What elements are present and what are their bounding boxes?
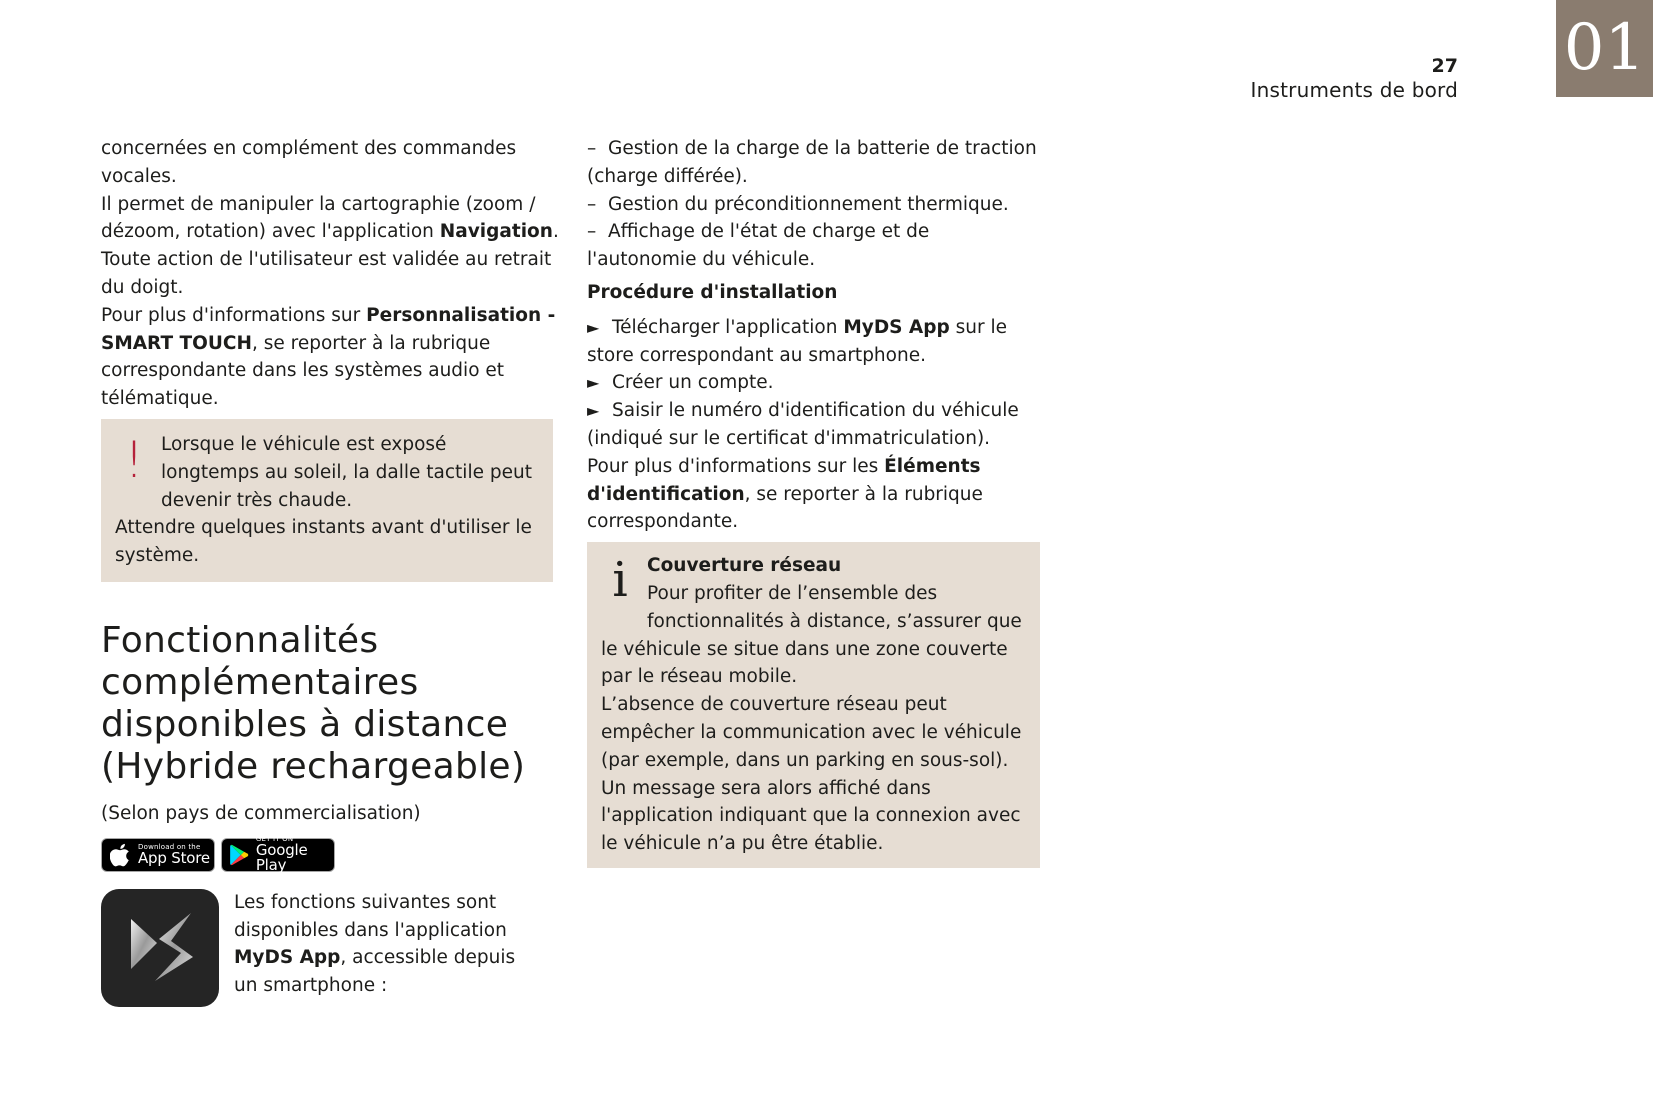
- text: Saisir le numéro d'identification du véhicule (indiqué sur le certificat d'immatriculation).: [587, 400, 1019, 449]
- app-store-label: App Store: [138, 848, 210, 867]
- bold-term-myds-app: MyDS App: [843, 316, 950, 338]
- paragraph-validation: Toute action de l'utilisateur est validée au retrait du doigt.: [101, 249, 552, 298]
- procedure-step: [587, 369, 1040, 397]
- dash-bullet: –: [587, 221, 597, 243]
- feature-item: [587, 218, 1040, 274]
- dash-bullet: –: [587, 193, 597, 215]
- arrow-right-icon: ►: [587, 317, 600, 337]
- ds-logo-icon: [101, 889, 219, 1007]
- text: sur le store correspondant au smartphone.: [587, 316, 1008, 366]
- store-badges: [101, 835, 561, 875]
- myds-app-icon: [101, 889, 219, 1007]
- paragraph-more-info: [101, 302, 561, 413]
- text: Télécharger l'application: [612, 316, 844, 338]
- google-play-icon: [230, 843, 250, 867]
- feature-text: Gestion de la charge de la batterie de traction (charge différée).: [587, 138, 1037, 187]
- google-play-label: Google Play: [255, 841, 308, 875]
- section-subtitle: (Selon pays de commercialisation): [101, 802, 421, 824]
- paragraph-navigation: [101, 191, 561, 247]
- app-store-small-label: Download on the: [138, 842, 201, 851]
- feature-text: Affichage de l'état de charge et de l'autonomie du véhicule.: [587, 221, 930, 271]
- text: Il permet de manipuler la cartographie (zoom / dézoom, rotation) avec l'application: [101, 193, 536, 243]
- apple-icon: [110, 843, 132, 867]
- chapter-title: Instruments de bord: [1250, 78, 1458, 102]
- app-intro-text: [234, 889, 544, 1007]
- text: Les fonctions suivantes sont disponibles dans l'application: [234, 891, 507, 941]
- middle-column: [587, 135, 1040, 868]
- feature-text: Gestion du préconditionnement thermique.: [608, 193, 1009, 215]
- text: Pour plus d'informations sur les: [587, 455, 885, 477]
- bold-term-identification: Éléments d'identification: [587, 455, 981, 505]
- text: Pour plus d'informations sur: [101, 304, 367, 326]
- text: .: [552, 221, 559, 243]
- info-box: [587, 542, 1040, 868]
- warning-text-2: Attendre quelques instants avant d'utiliser le système.: [115, 517, 532, 567]
- chapter-number-tab: 01: [1556, 0, 1653, 97]
- warning-box: [101, 419, 553, 582]
- arrow-right-icon: ►: [587, 373, 600, 393]
- bold-term-myds-app: MyDS App: [234, 947, 341, 969]
- bold-term-smart-touch: Personnalisation - SMART TOUCH: [101, 304, 556, 354]
- feature-item: [587, 135, 1040, 191]
- procedure-step: [587, 397, 1040, 453]
- text: , se reporter à la rubrique correspondante dans les systèmes audio et télématique.: [101, 332, 505, 410]
- arrow-right-icon: ►: [587, 401, 600, 421]
- text: Créer un compte.: [612, 372, 774, 394]
- info-icon: i: [612, 552, 628, 609]
- left-column: [101, 135, 561, 1007]
- page-number: 27: [1431, 55, 1458, 77]
- info-text-2: L’absence de couverture réseau peut empêcher la communication avec le véhicule (par exemple, dans un parking en sous-sol). Un message sera alors affiché dans l'application indiquant que la connexion avec le véhicule n’a pu être établie.: [601, 694, 1022, 855]
- paragraph-identification-info: [587, 453, 1040, 536]
- text: , se reporter à la rubrique correspondante.: [587, 483, 983, 533]
- app-intro-row: [101, 889, 561, 1007]
- warning-text-1: Lorsque le véhicule est exposé longtemps au soleil, la dalle tactile peut devenir très chaude.: [161, 433, 532, 511]
- procedure-heading: Procédure d'installation: [587, 281, 838, 303]
- info-box-title: Couverture réseau: [647, 555, 842, 577]
- section-heading: Fonctionnalités complémentaires disponibles à distance (Hybride rechargeable): [101, 619, 526, 787]
- app-store-badge[interactable]: [101, 838, 215, 872]
- procedure-step: [587, 314, 1040, 370]
- google-play-small-label: GET IT ON: [255, 835, 294, 844]
- bold-term-navigation: Navigation: [439, 221, 553, 243]
- dash-bullet: –: [587, 138, 597, 159]
- google-play-badge[interactable]: [221, 835, 335, 875]
- text: , accessible depuis un smartphone :: [234, 947, 516, 997]
- feature-item: [587, 191, 1040, 219]
- info-text-1: Pour profiter de l’ensemble des fonctionnalités à distance, s’assurer que le véhicule se situe dans une zone couverte par le réseau mobile.: [601, 582, 1022, 688]
- warning-icon: !: [123, 430, 145, 489]
- paragraph-voice-commands: concernées en complément des commandes vocales.: [101, 138, 517, 187]
